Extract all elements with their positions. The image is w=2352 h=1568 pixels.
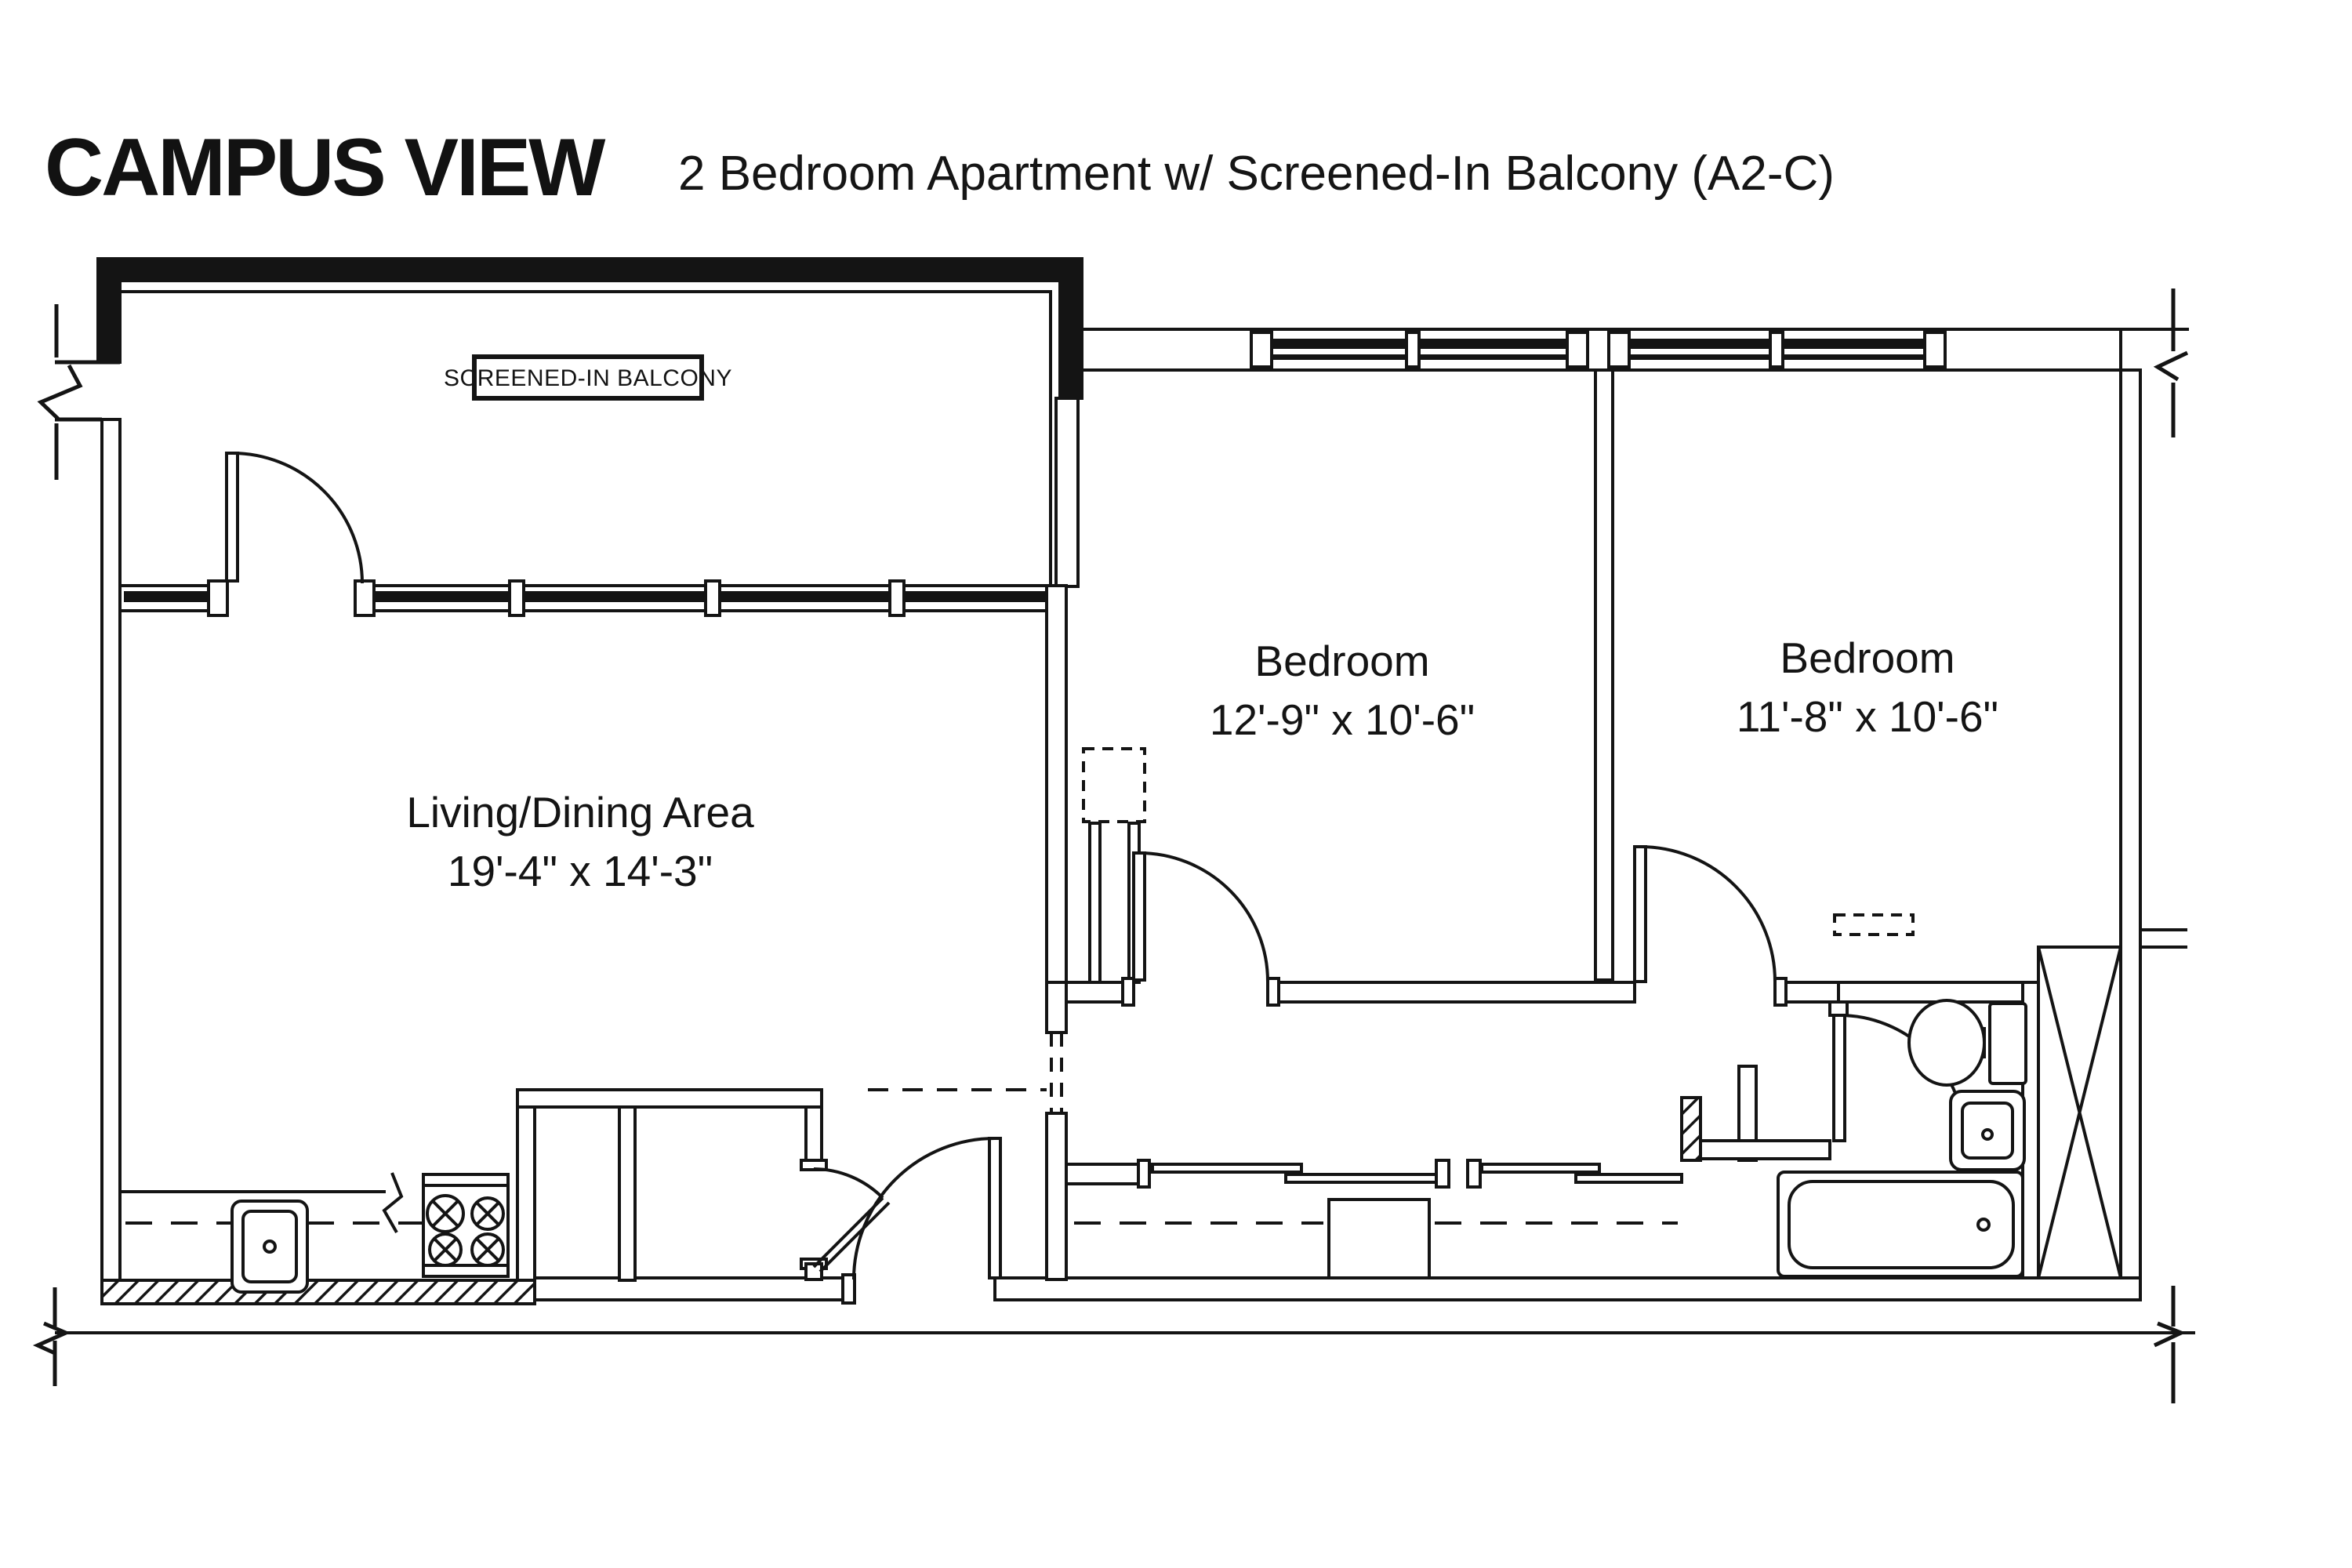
balcony-left-wall [98, 259, 120, 362]
top-right-break-icon [2158, 289, 2187, 437]
right-exterior-wall [2121, 370, 2140, 1278]
bottom-left-break-icon [38, 1287, 66, 1386]
entry-closet-west-wall [619, 1107, 635, 1280]
balcony-door [209, 453, 374, 615]
kitchen-hatched-wall [102, 1280, 535, 1304]
dashed-openings [125, 749, 1913, 1223]
bedroom2-label: Bedroom [1780, 633, 1955, 682]
bedroom1-door [1123, 853, 1279, 1005]
bedroom2-dimensions: 11'-8" x 10'-6" [1736, 692, 1999, 741]
kitchen [121, 1173, 508, 1292]
balcony-right-wall [1060, 259, 1082, 398]
bathtub-icon [1778, 1172, 2023, 1276]
bedroom-divider-wall [1595, 370, 1613, 980]
bottom-right-break-icon [2154, 1286, 2181, 1403]
south-walls [55, 1275, 2195, 1333]
balcony-top-wall [98, 259, 1082, 281]
bedroom2-window [1609, 332, 1945, 367]
bedroom2-dashed-soffit [1835, 915, 1913, 935]
balcony-window-band [120, 581, 1051, 615]
hall-closet-doors [1066, 1160, 1682, 1187]
balcony-east-cavity-wall [1056, 398, 1078, 586]
north-bedroom-wall [1076, 329, 2189, 370]
neighbor-wall-stub [2140, 930, 2187, 947]
range-burners-icon [423, 1174, 508, 1276]
balcony-inner-face [120, 292, 1051, 584]
bedroom1-dimensions: 12'-9" x 10'-6" [1209, 695, 1475, 744]
bedroom1-chase-wall-a [1090, 823, 1100, 982]
page-subtitle: 2 Bedroom Apartment w/ Screened-In Balcony (A2-C) [678, 147, 1835, 201]
left-exterior-wall [102, 419, 120, 1280]
entry-closet-door [814, 1169, 889, 1272]
toilet-icon [1909, 1000, 2026, 1085]
bedroom2-door [1635, 847, 1786, 1005]
balcony-walls [98, 259, 1082, 586]
utility-box [1329, 1200, 1429, 1278]
linen-closet-icon [2038, 947, 2121, 1278]
hatched-pier [1682, 1098, 1700, 1160]
balcony-label: SCREENED-IN BALCONY [444, 365, 732, 391]
bedroom1-window [1251, 332, 1588, 367]
living-dining-dimensions: 19'-4" x 14'-3" [447, 847, 713, 895]
bathroom-north-wall [1838, 982, 2038, 1002]
bedroom1-dashed-shelf [1083, 749, 1145, 822]
page-title: CAMPUS VIEW [45, 122, 604, 213]
bedroom1-label: Bedroom [1254, 637, 1430, 685]
vestibule-east-wall [1047, 1113, 1066, 1279]
kitchen-sink-icon [232, 1201, 307, 1292]
bathroom-sink-icon [1951, 1091, 2024, 1170]
entry-door [854, 1138, 1000, 1279]
entry-closet-north-wall [517, 1090, 822, 1107]
bedroom1-west-wall [1047, 586, 1066, 982]
kitchen-east-wall [517, 1107, 535, 1280]
living-dining-label: Living/Dining Area [406, 788, 754, 837]
